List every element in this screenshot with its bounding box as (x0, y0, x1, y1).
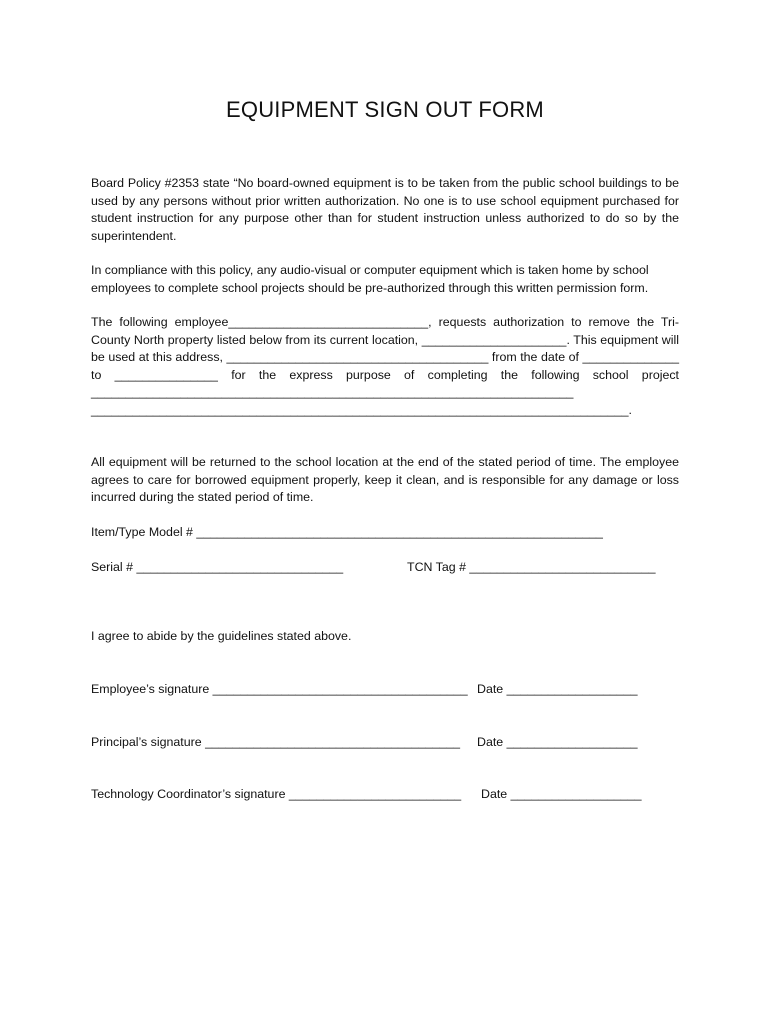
employee-date-field[interactable]: Date ___________________ (477, 682, 638, 696)
employee-signature-field[interactable]: Employee’s signature _____________________________________ (91, 682, 468, 696)
principal-date-field[interactable]: Date ___________________ (477, 735, 638, 749)
tech-coordinator-signature-field[interactable]: Technology Coordinator’s signature _________________________ (91, 787, 462, 801)
tech-coordinator-date-field[interactable]: Date ___________________ (481, 787, 642, 801)
serial-field[interactable]: Serial # ______________________________ (91, 560, 344, 574)
return-paragraph: All equipment will be returned to the school location at the end of the stated period of time. The employee agrees to care for borrowed equipment properly, keep it clean, and is responsible for any damage or loss incurred during the stated period of time. (91, 455, 679, 505)
request-paragraph: The following employee_____________________________, requests authorization to remove the Tri-County North property listed below from its current location, _____________________. This equipment will be used at this address, ______________________________________ from the date of ______________ to _______________ for the express purpose of completing the following school project ______________________________________________________________________ ______________________________________________________________________________. (91, 315, 679, 417)
item-model-field[interactable]: Item/Type Model # ___________________________________________________________ (91, 525, 603, 539)
principal-signature-field[interactable]: Principal’s signature _____________________________________ (91, 735, 461, 749)
compliance-paragraph: In compliance with this policy, any audio-visual or computer equipment which is taken home by school employees to complete school projects should be pre-authorized through this written permission form. (91, 263, 649, 295)
form-title: EQUIPMENT SIGN OUT FORM (226, 97, 544, 122)
tcn-tag-field[interactable]: TCN Tag # ___________________________ (407, 560, 656, 574)
policy-paragraph: Board Policy #2353 state “No board-owned equipment is to be taken from the public school buildings to be used by any persons without prior written authorization. No one is to use school equipment purchased for student instruction for any purpose other than for student instruction unless authorized to do so by the superintendent. (91, 176, 679, 243)
agreement-statement: I agree to abide by the guidelines stated above. (91, 629, 352, 643)
